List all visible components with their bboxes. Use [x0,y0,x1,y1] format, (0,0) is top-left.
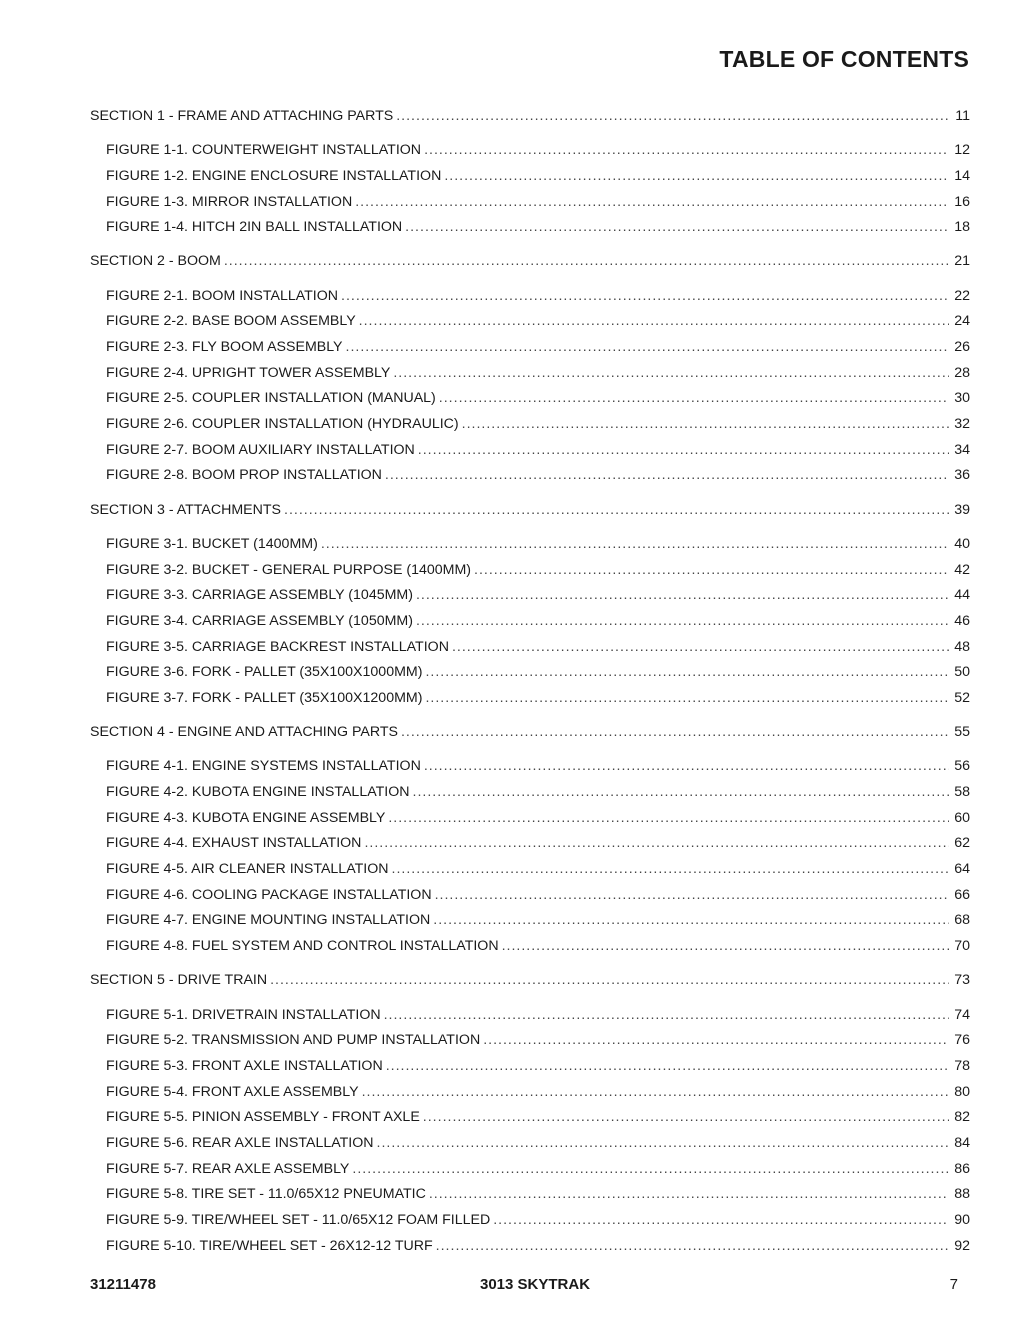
toc-entry-page: 64 [954,861,970,878]
toc-entry-page: 44 [954,587,970,604]
toc-entry-page: 88 [954,1186,970,1203]
toc-entry-label: FIGURE 1-2. ENGINE ENCLOSURE INSTALLATION [106,167,442,184]
toc-entry-label: FIGURE 2-3. FLY BOOM ASSEMBLY [106,339,343,355]
dot-leader [502,934,949,960]
toc-entry-page: 92 [954,1237,970,1254]
toc-entry-label: FIGURE 5-9. TIRE/WHEEL SET - 11.0/65X12 FOAM FILLED [106,1212,491,1228]
dot-leader [392,857,949,883]
toc-figure-entry[interactable] [90,934,970,960]
toc-entry-page: 11 [955,108,970,124]
toc-entry-label: FIGURE 3-2. BUCKET - GENERAL PURPOSE (1400MM) [106,561,472,578]
toc-entry-page: 39 [954,501,970,518]
toc-entry-page: 46 [954,612,970,629]
toc-figure-entry[interactable] [90,1182,970,1208]
dot-leader [418,438,949,464]
toc-figure-entry[interactable] [90,164,970,190]
dot-leader [396,104,949,130]
toc-entry-label: FIGURE 5-3. FRONT AXLE INSTALLATION [106,1057,383,1074]
toc-figure-entry[interactable] [90,190,970,216]
toc-figure-entry[interactable] [90,857,970,883]
toc-figure-entry[interactable] [90,754,970,780]
toc-section-entry[interactable] [90,968,970,994]
toc-entry-label: SECTION 5 - DRIVE TRAIN [90,972,268,989]
dot-leader [341,284,949,310]
toc-entry-page: 58 [954,784,970,800]
dot-leader [416,609,949,635]
toc-entry-label: FIGURE 2-1. BOOM INSTALLATION [106,287,339,304]
dot-leader [401,720,949,746]
dot-leader [493,1208,949,1234]
toc-entry-label: FIGURE 2-5. COUPLER INSTALLATION (MANUAL) [106,390,436,407]
toc-entry-page: 42 [954,561,970,578]
dot-leader [474,558,949,584]
toc-figure-entry[interactable] [90,335,970,361]
toc-entry-label: SECTION 2 - BOOM [90,253,221,270]
toc-entry-page: 56 [954,758,970,775]
toc-figure-entry[interactable] [90,1028,970,1054]
toc-figure-entry[interactable] [90,463,970,489]
page-number: 7 [949,1276,958,1293]
toc-entry-label: FIGURE 3-1. BUCKET (1400MM) [106,535,318,552]
toc-entry-label: FIGURE 2-4. UPRIGHT TOWER ASSEMBLY [106,364,391,381]
toc-entry-label: FIGURE 5-2. TRANSMISSION AND PUMP INSTALLATION [106,1032,481,1049]
dot-leader [359,309,949,335]
toc-entry-page: 18 [954,219,970,236]
toc-figure-entry[interactable] [90,412,970,438]
toc-entry-label: SECTION 3 - ATTACHMENTS [90,501,282,518]
toc-figure-entry[interactable] [90,386,970,412]
dot-leader [436,1234,949,1260]
toc-entry-label: FIGURE 5-4. FRONT AXLE ASSEMBLY [106,1083,359,1100]
toc-entry-label: FIGURE 5-7. REAR AXLE ASSEMBLY [106,1160,350,1177]
toc-entry-page: 80 [954,1083,970,1100]
toc-entry-label: FIGURE 5-1. DRIVETRAIN INSTALLATION [106,1006,381,1023]
toc-entry-label: FIGURE 5-5. PINION ASSEMBLY - FRONT AXLE [106,1109,420,1126]
toc-entry-page: 90 [954,1212,970,1228]
dot-leader [355,190,949,216]
toc-figure-entry[interactable] [90,1003,970,1029]
toc-section-entry[interactable] [90,498,970,524]
toc-entry-page: 48 [954,638,970,655]
dot-leader [425,686,949,712]
toc-entry-page: 12 [954,142,970,159]
toc-entry-label: FIGURE 4-2. KUBOTA ENGINE INSTALLATION [106,784,410,800]
toc-figure-entry[interactable] [90,609,970,635]
dot-leader [444,164,949,190]
toc-entry-label: FIGURE 5-6. REAR AXLE INSTALLATION [106,1134,374,1151]
toc-entry-page: 50 [954,664,970,681]
dot-leader [346,335,949,361]
dot-leader [284,498,949,524]
toc-entry-page: 24 [954,313,970,330]
toc-entry-page: 62 [954,835,970,852]
toc-entry-page: 28 [954,364,970,381]
toc-entry-label: FIGURE 4-5. AIR CLEANER INSTALLATION [106,861,389,878]
toc-entry-page: 78 [954,1057,970,1074]
toc-entry-label: FIGURE 4-6. COOLING PACKAGE INSTALLATION [106,886,432,903]
toc-entry-page: 76 [954,1032,970,1049]
dot-leader [462,412,949,438]
toc-figure-entry[interactable] [90,138,970,164]
dot-leader [393,361,949,387]
dot-leader [224,249,949,275]
toc-figure-entry[interactable] [90,1105,970,1131]
dot-leader [424,754,949,780]
toc-section-entry[interactable] [90,720,970,746]
toc-entry-page: 16 [954,193,970,210]
dot-leader [352,1157,949,1183]
toc-entry-page: 52 [954,689,970,706]
toc-entry-label: FIGURE 2-7. BOOM AUXILIARY INSTALLATION [106,441,415,458]
toc-section-entry[interactable] [90,104,970,130]
toc-figure-entry[interactable] [90,1080,970,1106]
dot-leader [429,1182,949,1208]
toc-entry-page: 55 [954,724,970,741]
toc-figure-entry[interactable] [90,1054,970,1080]
toc-figure-entry[interactable] [90,1131,970,1157]
dot-leader [377,1131,949,1157]
toc-figure-entry[interactable] [90,806,970,832]
toc-entry-page: 34 [954,441,970,458]
dot-leader [386,1054,949,1080]
toc-entry-page: 22 [954,287,970,304]
toc-figure-entry[interactable] [90,438,970,464]
toc-figure-entry[interactable] [90,284,970,310]
dot-leader [439,386,949,412]
toc-entry-page: 21 [954,253,970,270]
toc-entry-label: FIGURE 1-3. MIRROR INSTALLATION [106,193,353,210]
toc-figure-entry[interactable] [90,883,970,909]
toc-entry-label: FIGURE 5-8. TIRE SET - 11.0/65X12 PNEUMATIC [106,1186,426,1203]
toc-entry-label: SECTION 1 - FRAME AND ATTACHING PARTS [90,108,394,124]
toc-entry-label: FIGURE 4-4. EXHAUST INSTALLATION [106,835,362,852]
document-number: 31211478 [90,1276,156,1293]
toc-entry-label: FIGURE 5-10. TIRE/WHEEL SET - 26X12-12 TURF [106,1237,433,1254]
toc-entry-label: FIGURE 2-2. BASE BOOM ASSEMBLY [106,313,356,330]
toc-entry-page: 30 [954,390,970,407]
toc-entry-label: FIGURE 2-8. BOOM PROP INSTALLATION [106,467,382,484]
dot-leader [423,1105,949,1131]
toc-entry-page: 84 [954,1134,970,1151]
toc-figure-entry[interactable] [90,780,970,806]
toc-figure-entry[interactable] [90,361,970,387]
toc-entry-page: 73 [954,972,970,989]
page-footer [90,1276,958,1298]
toc-entry-page: 82 [954,1109,970,1126]
dot-leader [388,806,949,832]
toc-figure-entry[interactable] [90,686,970,712]
toc-entry-label: FIGURE 4-7. ENGINE MOUNTING INSTALLATION [106,912,431,929]
toc-entry-label: FIGURE 3-6. FORK - PALLET (35X100X1000MM) [106,664,423,681]
dot-leader [433,908,949,934]
toc-entry-page: 68 [954,912,970,929]
table-of-contents [90,104,970,1259]
toc-entry-page: 60 [954,809,970,826]
toc-entry-page: 70 [954,938,970,955]
page-title: TABLE OF CONTENTS [719,46,969,72]
toc-entry-page: 66 [954,886,970,903]
toc-entry-page: 26 [954,339,970,355]
toc-entry-label: FIGURE 4-1. ENGINE SYSTEMS INSTALLATION [106,758,421,775]
dot-leader [435,883,949,909]
toc-entry-page: 74 [954,1006,970,1023]
toc-figure-entry[interactable] [90,908,970,934]
toc-figure-entry[interactable] [90,215,970,241]
toc-entry-label: FIGURE 1-4. HITCH 2IN BALL INSTALLATION [106,219,403,236]
dot-leader [364,831,949,857]
toc-entry-label: FIGURE 3-7. FORK - PALLET (35X100X1200MM) [106,689,423,706]
toc-entry-label: FIGURE 1-1. COUNTERWEIGHT INSTALLATION [106,142,422,159]
toc-figure-entry[interactable] [90,583,970,609]
toc-figure-entry[interactable] [90,660,970,686]
toc-entry-page: 32 [954,416,970,433]
toc-entry-page: 40 [954,535,970,552]
dot-leader [270,968,949,994]
toc-entry-label: FIGURE 3-4. CARRIAGE ASSEMBLY (1050MM) [106,612,413,629]
dot-leader [483,1028,949,1054]
toc-entry-label: FIGURE 4-8. FUEL SYSTEM AND CONTROL INSTALLATION [106,938,499,955]
dot-leader [384,1003,949,1029]
toc-figure-entry[interactable] [90,635,970,661]
model-name: 3013 SKYTRAK [480,1276,591,1293]
toc-entry-page: 36 [954,467,970,484]
dot-leader [362,1080,949,1106]
dot-leader [413,780,949,806]
toc-entry-page: 86 [954,1160,970,1177]
toc-entry-label: FIGURE 4-3. KUBOTA ENGINE ASSEMBLY [106,809,386,826]
dot-leader [385,463,949,489]
toc-figure-entry[interactable] [90,558,970,584]
dot-leader [321,532,949,558]
dot-leader [452,635,949,661]
toc-figure-entry[interactable] [90,532,970,558]
toc-entry-label: FIGURE 2-6. COUPLER INSTALLATION (HYDRAULIC) [106,416,459,433]
toc-figure-entry[interactable] [90,1234,970,1260]
dot-leader [405,215,949,241]
toc-entry-label: FIGURE 3-5. CARRIAGE BACKREST INSTALLATION [106,638,449,655]
toc-entry-page: 14 [954,167,970,184]
toc-figure-entry[interactable] [90,831,970,857]
dot-leader [424,138,949,164]
toc-entry-label: SECTION 4 - ENGINE AND ATTACHING PARTS [90,724,398,741]
toc-section-entry[interactable] [90,249,970,275]
toc-figure-entry[interactable] [90,1157,970,1183]
toc-entry-label: FIGURE 3-3. CARRIAGE ASSEMBLY (1045MM) [106,587,413,604]
dot-leader [416,583,949,609]
toc-figure-entry[interactable] [90,309,970,335]
toc-figure-entry[interactable] [90,1208,970,1234]
dot-leader [425,660,949,686]
